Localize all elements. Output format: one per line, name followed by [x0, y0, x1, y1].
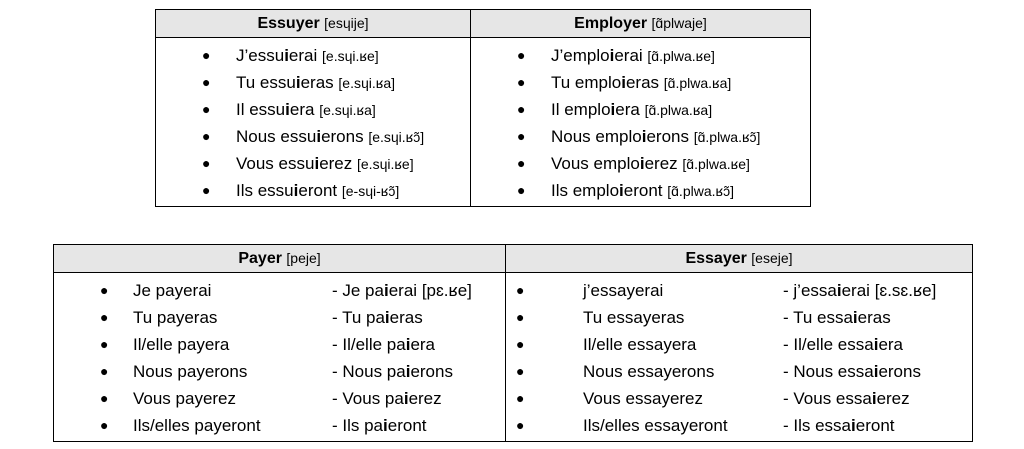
conjugation-item — [54, 277, 505, 304]
form-alternative — [332, 277, 472, 304]
alt-ipa: [ɛ.sɛ.ʁe] — [874, 281, 937, 300]
form-highlight: i — [285, 100, 290, 119]
bullet-icon: ● — [100, 363, 109, 379]
form-prefix: Nous essu — [236, 127, 317, 146]
bullet-icon: ● — [517, 74, 526, 90]
conjugation-item — [471, 96, 810, 123]
conjugation-item — [54, 358, 505, 385]
cell-essuyer-forms — [156, 38, 471, 207]
form-ipa: [e.sɥi.ʁa] — [338, 75, 395, 91]
conjugation-text — [551, 150, 750, 178]
alt-suffix: eront — [387, 416, 427, 435]
alt-suffix: erai — [841, 281, 870, 300]
alt-prefix: - Ils pa — [332, 416, 384, 435]
conjugation-item — [156, 177, 470, 204]
conjugation-item — [471, 69, 810, 96]
form-highlight: i — [293, 181, 299, 200]
alt-highlight: i — [403, 389, 409, 408]
bullet-icon: ● — [202, 101, 211, 117]
alt-prefix: - j’essa — [783, 281, 837, 300]
bullet-icon: ● — [516, 336, 525, 352]
form-highlight: i — [284, 46, 289, 65]
conjugation-item — [156, 69, 470, 96]
alt-prefix: - Ils essa — [783, 416, 852, 435]
conjugation-item — [506, 412, 972, 439]
alt-highlight: i — [871, 389, 877, 408]
verb-title: Essuyer — [257, 15, 320, 32]
form-prefix: J’emplo — [551, 46, 610, 65]
form-highlight: i — [641, 127, 647, 146]
form-alternative — [783, 358, 921, 385]
form-suffix: era — [289, 100, 315, 119]
alt-highlight: i — [383, 416, 388, 435]
form-regular: Je payerai — [133, 281, 212, 300]
conjugation-item — [506, 385, 972, 412]
form-highlight: i — [619, 181, 624, 200]
form-highlight: i — [621, 73, 626, 92]
conjugation-text — [551, 69, 731, 97]
alt-prefix: - Tu pa — [332, 308, 385, 327]
header-essuyer — [156, 10, 471, 38]
verb-title: Employer — [574, 15, 648, 32]
bullet-icon: ● — [100, 336, 109, 352]
alt-prefix: - Nous pa — [332, 362, 406, 381]
cell-payer-forms — [54, 273, 506, 442]
form-highlight: i — [295, 73, 301, 92]
form-regular: Il/elle payera — [133, 335, 230, 354]
form-suffix: eras — [625, 73, 660, 92]
alt-highlight: i — [851, 416, 856, 435]
conjugation-item — [506, 277, 972, 304]
form-highlight: i — [314, 154, 320, 173]
conjugation-item — [54, 304, 505, 331]
form-prefix: Ils essu — [236, 181, 294, 200]
conjugation-item — [471, 150, 810, 177]
form-regular: j’essayerai — [583, 281, 664, 300]
bullet-icon: ● — [517, 182, 526, 198]
form-alternative — [783, 412, 895, 439]
conjugation-text — [236, 123, 424, 151]
alt-highlight: i — [852, 308, 858, 327]
form-ipa: [ɑ̃.plwa.ʁɔ̃] — [693, 129, 761, 145]
form-suffix: era — [615, 100, 640, 119]
form-alternative — [332, 331, 435, 358]
payer-form-list — [54, 273, 505, 441]
form-highlight: i — [610, 100, 616, 119]
conjugation-item — [54, 412, 505, 439]
form-alternative — [332, 358, 453, 385]
alt-prefix: - Vous essa — [783, 389, 872, 408]
conjugation-item — [471, 177, 810, 204]
form-ipa: [ɑ̃.plwa.ʁe] — [647, 48, 715, 64]
header-payer — [54, 245, 506, 273]
bullet-icon: ● — [516, 390, 525, 406]
header-essayer — [506, 245, 973, 273]
form-prefix: Tu essu — [236, 73, 296, 92]
alt-prefix: - Tu essa — [783, 308, 853, 327]
form-regular: Nous essayerons — [583, 362, 715, 381]
conjugation-item — [506, 304, 972, 331]
bullet-icon: ● — [100, 309, 109, 325]
conjugation-item — [471, 42, 810, 69]
form-highlight: i — [639, 154, 645, 173]
form-ipa: [e-sɥi-ʁɔ̃] — [341, 183, 400, 199]
conjugation-text — [236, 177, 399, 205]
verb-ipa: [eseje] — [751, 250, 793, 266]
form-prefix: Tu emplo — [551, 73, 622, 92]
form-regular: Ils/elles essayeront — [583, 416, 728, 435]
verb-title: Payer — [238, 250, 282, 267]
bullet-icon: ● — [517, 47, 526, 63]
form-ipa: [e.sɥi.ʁe] — [357, 156, 414, 172]
form-ipa: [e.sɥi.ʁe] — [322, 48, 379, 64]
form-suffix: erez — [644, 154, 678, 173]
conjugation-text — [551, 96, 712, 124]
verb-ipa: [ɑ̃plwaje] — [651, 15, 707, 31]
form-suffix: erez — [319, 154, 353, 173]
bullet-icon: ● — [202, 155, 211, 171]
alt-highlight: i — [383, 281, 389, 300]
alt-suffix: erons — [410, 362, 453, 381]
form-ipa: [ɑ̃.plwa.ʁe] — [682, 156, 750, 172]
alt-suffix: eras — [389, 308, 423, 327]
form-alternative — [783, 304, 891, 331]
alt-prefix: - Il/elle essa — [783, 335, 874, 354]
form-ipa: [ɑ̃.plwa.ʁa] — [644, 102, 713, 118]
verb-ipa: [esɥije] — [324, 15, 369, 31]
conjugation-item — [471, 123, 810, 150]
form-regular: Il/elle essayera — [583, 335, 697, 354]
form-suffix: erons — [646, 127, 689, 146]
conjugation-table-essuyer-employer — [155, 9, 811, 207]
alt-suffix: erez — [876, 389, 910, 408]
form-highlight: i — [609, 46, 615, 65]
alt-highlight: i — [836, 281, 842, 300]
form-alternative — [332, 304, 423, 331]
bullet-icon: ● — [202, 47, 211, 63]
conjugation-text — [236, 96, 376, 124]
bullet-icon: ● — [516, 417, 525, 433]
conjugation-item — [156, 42, 470, 69]
form-suffix: eras — [300, 73, 334, 92]
alt-suffix: eras — [857, 308, 891, 327]
conjugation-text — [236, 69, 395, 97]
bullet-icon: ● — [100, 282, 109, 298]
form-regular: Tu essayeras — [583, 308, 685, 327]
form-ipa: [ɑ̃.plwa.ʁa] — [663, 75, 732, 91]
bullet-icon: ● — [516, 363, 525, 379]
alt-suffix: era — [878, 335, 904, 354]
bullet-icon: ● — [517, 155, 526, 171]
alt-suffix: erez — [408, 389, 442, 408]
conjugation-text — [551, 123, 760, 151]
bullet-icon: ● — [517, 101, 526, 117]
employer-form-list — [471, 38, 810, 206]
alt-prefix: - Je pa — [332, 281, 384, 300]
bullet-icon: ● — [516, 309, 525, 325]
conjugation-text — [236, 150, 414, 178]
form-prefix: Ils emplo — [551, 181, 620, 200]
bullet-icon: ● — [516, 282, 525, 298]
bullet-icon: ● — [100, 417, 109, 433]
cell-essayer-forms — [506, 273, 973, 442]
bullet-icon: ● — [100, 390, 109, 406]
conjugation-item — [156, 123, 470, 150]
form-alternative — [783, 385, 910, 412]
conjugation-text — [551, 42, 715, 70]
alt-highlight: i — [405, 335, 411, 354]
conjugation-item — [156, 96, 470, 123]
form-regular: Nous payerons — [133, 362, 248, 381]
conjugation-item — [506, 358, 972, 385]
form-regular: Tu payeras — [133, 308, 218, 327]
alt-highlight: i — [873, 362, 879, 381]
header-employer — [471, 10, 811, 38]
bullet-icon: ● — [202, 182, 211, 198]
alt-highlight: i — [873, 335, 879, 354]
form-prefix: J’essu — [236, 46, 285, 65]
alt-prefix: - Vous pa — [332, 389, 404, 408]
form-suffix: eront — [298, 181, 338, 200]
form-ipa: [e.sɥi.ʁa] — [319, 102, 376, 118]
bullet-icon: ● — [517, 128, 526, 144]
alt-prefix: - Il/elle pa — [332, 335, 406, 354]
alt-highlight: i — [384, 308, 390, 327]
form-regular: Vous payerez — [133, 389, 237, 408]
conjugation-item — [54, 331, 505, 358]
alt-ipa: [pɛ.ʁe] — [421, 281, 472, 300]
form-regular: Vous essayerez — [583, 389, 704, 408]
form-ipa: [e.sɥi.ʁɔ̃] — [368, 129, 425, 145]
form-suffix: eront — [623, 181, 663, 200]
form-ipa: [ɑ̃.plwa.ʁɔ̃] — [667, 183, 734, 199]
cell-employer-forms — [471, 38, 811, 207]
form-suffix: erai — [288, 46, 318, 65]
conjugation-item — [54, 385, 505, 412]
form-highlight: i — [316, 127, 322, 146]
form-regular: Ils/elles payeront — [133, 416, 261, 435]
form-alternative — [332, 412, 427, 439]
form-suffix: erons — [321, 127, 364, 146]
form-suffix: erai — [614, 46, 643, 65]
form-alternative — [332, 385, 442, 412]
form-prefix: Vous essu — [236, 154, 315, 173]
conjugation-item — [156, 150, 470, 177]
form-prefix: Vous emplo — [551, 154, 640, 173]
bullet-icon: ● — [202, 128, 211, 144]
alt-highlight: i — [405, 362, 411, 381]
form-prefix: Nous emplo — [551, 127, 642, 146]
alt-prefix: - Nous essa — [783, 362, 874, 381]
conjugation-text — [551, 177, 734, 205]
form-alternative — [783, 277, 936, 304]
form-alternative — [783, 331, 903, 358]
conjugation-text — [236, 42, 379, 70]
bullet-icon: ● — [202, 74, 211, 90]
form-prefix: Il emplo — [551, 100, 611, 119]
alt-suffix: erons — [878, 362, 921, 381]
form-prefix: Il essu — [236, 100, 286, 119]
alt-suffix: eront — [855, 416, 895, 435]
essayer-form-list — [506, 273, 972, 441]
essuyer-form-list — [156, 38, 470, 206]
verb-title: Essayer — [685, 250, 747, 267]
verb-ipa: [peje] — [286, 250, 321, 266]
alt-suffix: erai — [388, 281, 418, 300]
alt-suffix: era — [410, 335, 436, 354]
conjugation-table-payer-essayer — [53, 244, 973, 442]
conjugation-item — [506, 331, 972, 358]
